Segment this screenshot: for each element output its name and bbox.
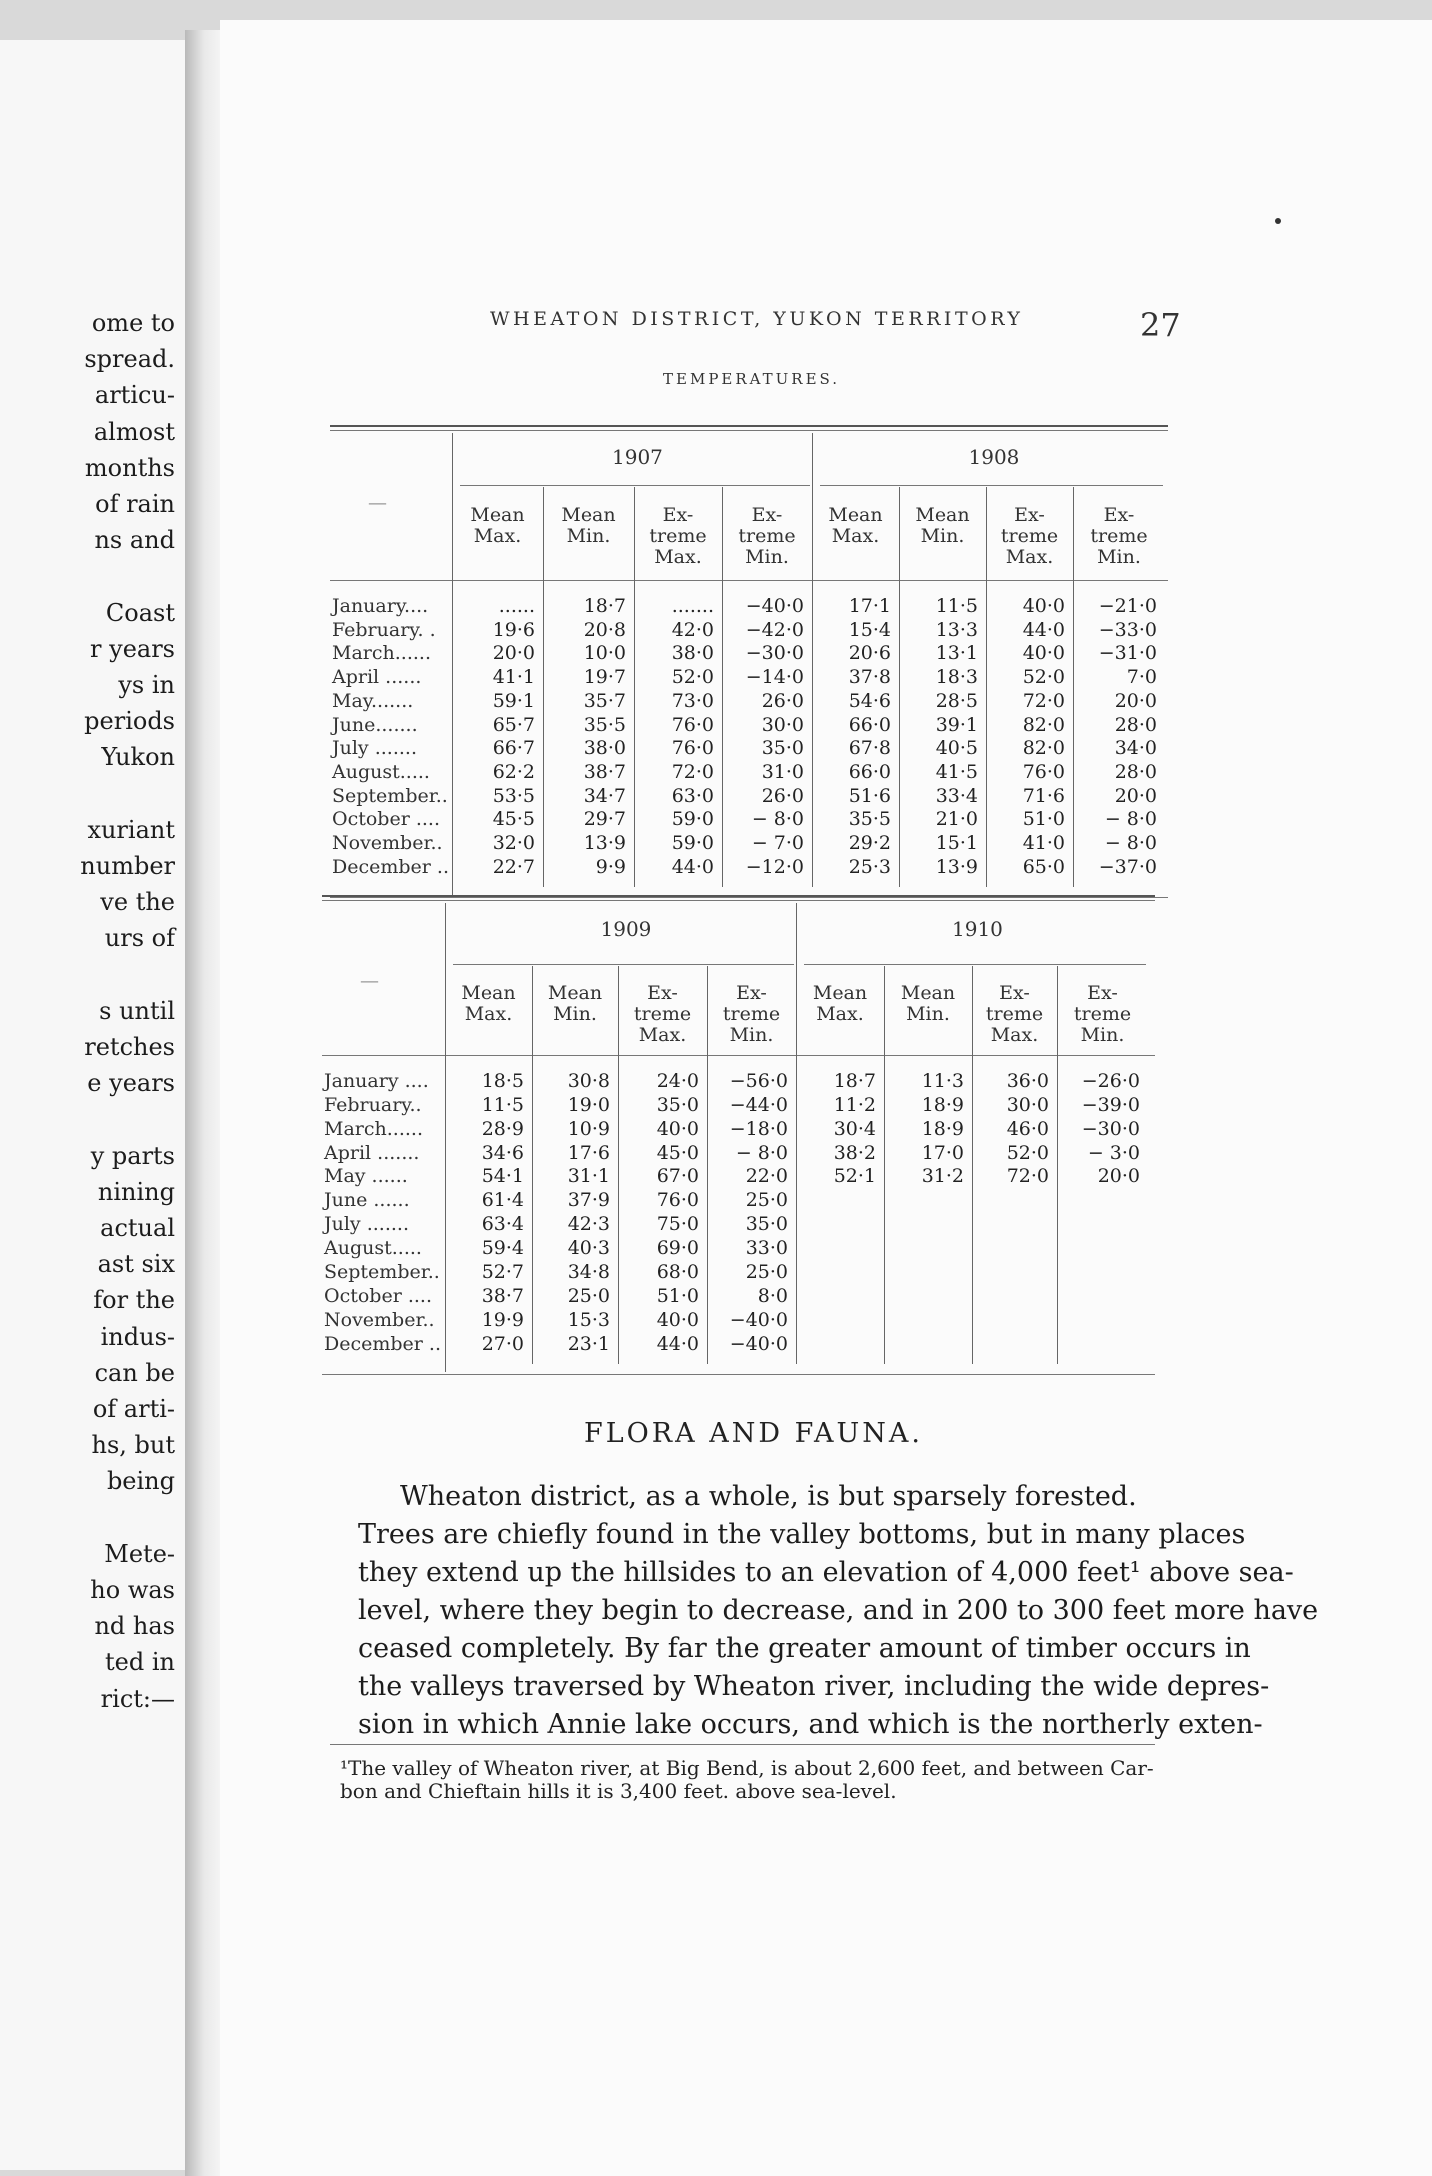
- left-page-line: for the: [93, 1286, 175, 1315]
- column-header: Mean Max.: [812, 982, 868, 1025]
- table-cell: 40·0: [656, 1117, 699, 1140]
- table-cell: 13·3: [935, 618, 978, 641]
- table-cell: 19·9: [481, 1308, 524, 1331]
- paragraph-line: Trees are chiefly found in the valley bottoms, but in many places: [358, 1519, 1246, 1550]
- table-cell: 40·3: [567, 1237, 610, 1260]
- left-page-line: retches: [84, 1033, 175, 1061]
- left-page-line: e years: [87, 1069, 175, 1098]
- table-cell: 52·1: [833, 1165, 876, 1188]
- footnote-line: ¹The valley of Wheaton river, at Big Bend, is about 2,600 feet, and between Car-: [340, 1756, 1154, 1780]
- table-cell: 38·2: [833, 1141, 876, 1164]
- left-page-line: Yukon: [101, 743, 175, 772]
- table-cell: 11·5: [935, 595, 978, 617]
- table-cell: 9·9: [595, 855, 626, 878]
- year-heading: 1910: [952, 917, 1003, 941]
- table-cell: 34·0: [1114, 737, 1157, 760]
- table-cell: 20·6: [848, 642, 891, 665]
- header-bottom-rule: [322, 1055, 1155, 1056]
- table-cell: 41·1: [492, 666, 535, 689]
- month-label: August.....: [332, 761, 430, 783]
- month-label: February..: [324, 1093, 422, 1116]
- column-divider: [445, 903, 446, 1372]
- left-page-line: Mete-: [104, 1539, 175, 1568]
- table-cell: 75·0: [656, 1213, 699, 1236]
- month-label: November..: [324, 1308, 435, 1331]
- left-page-line: Coast: [105, 598, 175, 627]
- table-cell: 26·0: [761, 784, 804, 807]
- column-header: Ex- treme Max.: [649, 504, 707, 568]
- table-cell: 8·0: [757, 1284, 788, 1307]
- table-cell: 76·0: [1022, 761, 1065, 783]
- left-page-line: of arti-: [92, 1395, 175, 1423]
- month-label: November..: [332, 832, 443, 855]
- column-divider: [722, 487, 723, 887]
- column-divider: [972, 966, 973, 1364]
- table-cell: 13·9: [935, 855, 978, 878]
- table-cell: 52·0: [1006, 1141, 1049, 1164]
- month-label: April .......: [324, 1141, 420, 1164]
- table-cell: 29·2: [848, 832, 891, 855]
- table-cell: 65·0: [1022, 855, 1065, 878]
- column-divider: [618, 966, 619, 1364]
- table-cell: 52·0: [671, 666, 714, 689]
- table-cell: 44·0: [1022, 618, 1065, 641]
- table-cell: −44·0: [729, 1093, 788, 1116]
- header-bottom-rule: [330, 580, 1168, 581]
- table-cell: 17·6: [567, 1141, 610, 1164]
- month-label: September..: [324, 1260, 440, 1283]
- table-cell: 34·8: [567, 1260, 610, 1283]
- table-cell: 82·0: [1022, 713, 1065, 736]
- year-underline: [804, 964, 1146, 965]
- table-bottom-rule: [330, 897, 1168, 898]
- paragraph-line: sion in which Annie lake occurs, and which is the northerly exten-: [358, 1709, 1263, 1740]
- table-cell: 37·9: [567, 1189, 610, 1212]
- table-cell: 19·0: [567, 1093, 610, 1116]
- table-cell: ......: [498, 595, 535, 617]
- column-header: Ex- treme Min.: [1090, 504, 1148, 568]
- column-header: Mean Max.: [828, 504, 883, 547]
- table-cell: −30·0: [745, 642, 804, 665]
- table-cell: 52·0: [1022, 666, 1065, 689]
- table-cell: 19·6: [492, 618, 535, 641]
- table-cell: 31·1: [567, 1165, 610, 1188]
- column-divider: [532, 966, 533, 1364]
- table-cell: 10·0: [583, 642, 626, 665]
- month-label: June.......: [332, 713, 418, 736]
- table-cell: 65·7: [492, 713, 535, 736]
- table-cell: 18·7: [833, 1070, 876, 1092]
- table-cell: 30·8: [567, 1070, 610, 1092]
- paragraph-line: ceased completely. By far the greater amount of timber occurs in: [358, 1633, 1251, 1664]
- month-label: June ......: [324, 1189, 410, 1212]
- table-cell: 26·0: [761, 689, 804, 712]
- table-cell: 18·7: [583, 595, 626, 617]
- column-header: Mean Min.: [561, 504, 616, 547]
- table-cell: 76·0: [671, 713, 714, 736]
- column-header: Mean Min.: [547, 982, 603, 1025]
- left-page-line: can be: [94, 1358, 175, 1387]
- left-page-line: xuriant: [87, 815, 175, 844]
- table-cell: −40·0: [729, 1308, 788, 1331]
- left-page-line: of rain: [95, 490, 175, 518]
- footnote-rule: [330, 1744, 1155, 1745]
- table-cell: 67·8: [848, 737, 891, 760]
- year-underline: [820, 485, 1163, 486]
- year-heading: 1909: [600, 917, 652, 941]
- table-cell: 69·0: [656, 1237, 699, 1260]
- table-cell: 71·6: [1022, 784, 1065, 807]
- table-cell: 27·0: [481, 1332, 524, 1355]
- table-cell: 20·0: [1114, 689, 1157, 712]
- month-label: December ..: [332, 855, 449, 878]
- left-page-line: s until: [99, 996, 175, 1025]
- left-page-fragment: [0, 40, 185, 2170]
- left-page-line: indus-: [100, 1322, 175, 1351]
- left-page-line: ve the: [100, 888, 175, 917]
- table-cell: 29·7: [583, 808, 626, 831]
- table-cell: 35·5: [848, 808, 891, 831]
- month-label: August.....: [324, 1237, 422, 1260]
- table-cell: 11·2: [833, 1093, 876, 1116]
- table-cell: − 3·0: [1087, 1141, 1140, 1164]
- table-cell: 15·4: [848, 618, 891, 641]
- footnote-line: bon and Chieftain hills it is 3,400 feet. above sea-level.: [340, 1779, 897, 1803]
- table-cell: 38·7: [583, 761, 626, 783]
- table-cell: 30·0: [1006, 1093, 1049, 1116]
- month-label: December ..: [324, 1332, 441, 1355]
- month-label: May ......: [324, 1165, 408, 1188]
- table-cell: 45·0: [656, 1141, 699, 1164]
- left-page-line: ast six: [97, 1250, 175, 1279]
- table-cell: −37·0: [1098, 855, 1157, 878]
- table-cell: 25·0: [745, 1260, 788, 1283]
- month-label: October ....: [332, 808, 440, 831]
- table-cell: 38·7: [481, 1284, 524, 1307]
- left-page-line: ys in: [118, 671, 175, 699]
- table-cell: 66·0: [848, 713, 891, 736]
- table-cell: 13·1: [935, 642, 978, 665]
- book-gutter: [185, 30, 220, 2176]
- table-cell: 45·5: [492, 808, 535, 831]
- column-divider: [884, 966, 885, 1364]
- left-page-line: ted in: [105, 1648, 175, 1677]
- column-divider: [452, 433, 453, 895]
- table-cell: −39·0: [1081, 1093, 1140, 1116]
- table-cell: 28·5: [935, 689, 978, 712]
- left-page-line: periods: [84, 707, 175, 736]
- column-header: Ex- treme Max.: [633, 982, 692, 1046]
- table-cell: − 8·0: [1104, 832, 1157, 855]
- table-cell: 34·7: [583, 784, 626, 807]
- page-number: 27: [1140, 306, 1181, 344]
- table-cell: 36·0: [1006, 1070, 1049, 1092]
- table-cell: 38·0: [671, 642, 714, 665]
- table-caption: TEMPERATURES.: [663, 370, 841, 388]
- table-top-rule: [322, 895, 1155, 897]
- left-page-line: ho was: [90, 1576, 175, 1604]
- left-page-line: nd has: [94, 1612, 175, 1641]
- table-cell: −56·0: [729, 1070, 788, 1092]
- ink-speck: [1275, 218, 1281, 224]
- table-cell: 51·0: [656, 1284, 699, 1307]
- table-cell: −30·0: [1081, 1117, 1140, 1140]
- table-cell: 46·0: [1006, 1117, 1049, 1140]
- table-cell: 59·0: [671, 808, 714, 831]
- month-label: January ....: [324, 1070, 429, 1092]
- table-cell: 35·5: [583, 713, 626, 736]
- table-cell: −14·0: [745, 666, 804, 689]
- column-header: Mean Min.: [900, 982, 956, 1025]
- table-cell: 61·4: [481, 1189, 524, 1212]
- table-cell: 28·0: [1114, 761, 1157, 783]
- table-cell: 33·0: [745, 1237, 788, 1260]
- table-cell: 19·7: [583, 666, 626, 689]
- table-cell: 24·0: [656, 1070, 699, 1092]
- left-page-line: hs, but: [91, 1431, 175, 1460]
- column-divider: [1057, 966, 1058, 1364]
- table-cell: 32·0: [492, 832, 535, 855]
- table-top-rule: [330, 425, 1168, 427]
- table-cell: 35·7: [583, 689, 626, 712]
- column-divider: [634, 487, 635, 887]
- table-cell: 15·1: [935, 832, 978, 855]
- table-cell: 25·0: [745, 1189, 788, 1212]
- table-cell: 18·5: [481, 1070, 524, 1092]
- month-label: March......: [332, 642, 431, 665]
- year-underline: [453, 964, 794, 965]
- table-cell: 38·0: [583, 737, 626, 760]
- left-page-line: r years: [90, 634, 175, 663]
- table-cell: −31·0: [1098, 642, 1157, 665]
- table-cell: 28·0: [1114, 713, 1157, 736]
- column-divider: [543, 487, 544, 887]
- table-cell: 72·0: [1022, 689, 1065, 712]
- table-cell: 31·2: [921, 1165, 964, 1188]
- left-page-line: being: [106, 1467, 175, 1496]
- table-cell: 62·2: [492, 761, 535, 783]
- table-cell: 76·0: [656, 1189, 699, 1212]
- table-cell: 51·6: [848, 784, 891, 807]
- year-underline: [460, 485, 810, 486]
- table-cell: −40·0: [745, 595, 804, 617]
- table-cell: 30·4: [833, 1117, 876, 1140]
- left-page-line: number: [80, 852, 175, 880]
- table-cell: 39·1: [935, 713, 978, 736]
- paragraph-line: level, where they begin to decrease, and in 200 to 300 feet more have: [358, 1595, 1319, 1626]
- left-page-line: rict:—: [100, 1684, 175, 1713]
- left-page-line: nining: [97, 1177, 175, 1206]
- table-cell: 82·0: [1022, 737, 1065, 760]
- table-cell: 37·8: [848, 666, 891, 689]
- table-cell: −33·0: [1098, 618, 1157, 641]
- table-cell: 44·0: [671, 855, 714, 878]
- table-cell: 11·3: [921, 1070, 964, 1092]
- table-cell: −42·0: [745, 618, 804, 641]
- column-header: Ex- treme Min.: [722, 982, 781, 1046]
- column-divider: [986, 487, 987, 887]
- paragraph-line: the valleys traversed by Wheaton river, including the wide depres-: [358, 1671, 1270, 1702]
- table-cell: 20·8: [583, 618, 626, 641]
- table-cell: 67·0: [656, 1165, 699, 1188]
- table-cell: 52·7: [481, 1260, 524, 1283]
- table-cell: − 8·0: [1104, 808, 1157, 831]
- table-cell: −21·0: [1098, 595, 1157, 617]
- table-cell: 23·1: [567, 1332, 610, 1355]
- table-cell: 22·0: [745, 1165, 788, 1188]
- table-cell: 22·7: [492, 855, 535, 878]
- column-divider: [1073, 487, 1074, 887]
- table-cell: 66·7: [492, 737, 535, 760]
- table-cell: 66·0: [848, 761, 891, 783]
- table-cell: 40·0: [656, 1308, 699, 1331]
- column-header: Ex- treme Max.: [1000, 504, 1059, 568]
- table-cell: 28·9: [481, 1117, 524, 1140]
- table-cell: 54·1: [481, 1165, 524, 1188]
- table-cell: .......: [671, 595, 714, 617]
- section-heading: FLORA AND FAUNA.: [584, 1418, 923, 1449]
- column-header: Ex- treme Max.: [985, 982, 1044, 1046]
- table-cell: 40·0: [1022, 595, 1065, 617]
- table-cell: 35·0: [656, 1093, 699, 1116]
- table-cell: 25·0: [567, 1284, 610, 1307]
- table-cell: 7·0: [1126, 666, 1157, 689]
- left-page-line: spread.: [84, 345, 175, 374]
- month-label: July .......: [332, 737, 417, 760]
- month-label: October ....: [324, 1284, 432, 1307]
- table-cell: 54·6: [848, 689, 891, 712]
- table-cell: 42·0: [671, 618, 714, 641]
- table-cell: −18·0: [729, 1117, 788, 1140]
- stub-dash: —: [360, 970, 379, 992]
- table-cell: −26·0: [1081, 1070, 1140, 1092]
- column-header: Ex- treme Min.: [738, 504, 796, 568]
- table-cell: 35·0: [761, 737, 804, 760]
- table-cell: 40·0: [1022, 642, 1065, 665]
- table-cell: 17·0: [921, 1141, 964, 1164]
- column-divider: [899, 487, 900, 887]
- table-cell: − 8·0: [735, 1141, 788, 1164]
- table-cell: 44·0: [656, 1332, 699, 1355]
- month-label: May.......: [332, 689, 414, 712]
- table-cell: 15·3: [567, 1308, 610, 1331]
- table-cell: −12·0: [745, 855, 804, 878]
- column-divider: [796, 903, 797, 1364]
- table-cell: 59·1: [492, 689, 535, 712]
- month-label: March......: [324, 1117, 423, 1140]
- table-cell: 20·0: [1114, 784, 1157, 807]
- table-cell: 18·9: [921, 1117, 964, 1140]
- table-cell: 68·0: [656, 1260, 699, 1283]
- left-page-line: urs of: [104, 924, 175, 953]
- table-cell: 76·0: [671, 737, 714, 760]
- month-label: September..: [332, 784, 448, 807]
- table-cell: 72·0: [671, 761, 714, 783]
- table-cell: 31·0: [761, 761, 804, 783]
- table-cell: 18·3: [935, 666, 978, 689]
- table-cell: 73·0: [671, 689, 714, 712]
- table-cell: 41·0: [1022, 832, 1065, 855]
- table-cell: 17·1: [848, 595, 891, 617]
- table-cell: 18·9: [921, 1093, 964, 1116]
- table-cell: − 7·0: [751, 832, 804, 855]
- left-page-line: almost: [93, 417, 175, 446]
- left-page-line: ns and: [94, 526, 175, 555]
- column-header: Ex- treme Min.: [1073, 982, 1132, 1046]
- left-page-line: ome to: [91, 309, 175, 337]
- month-label: July .......: [324, 1213, 409, 1236]
- month-label: January....: [332, 595, 429, 617]
- table-cell: 41·5: [935, 761, 978, 783]
- table-cell: 72·0: [1006, 1165, 1049, 1188]
- left-page-line: articu-: [94, 381, 175, 410]
- year-heading: 1908: [968, 445, 1020, 469]
- table-cell: 34·6: [481, 1141, 524, 1164]
- month-label: April ......: [332, 666, 422, 689]
- year-heading: 1907: [612, 445, 663, 469]
- stub-dash: —: [368, 492, 387, 514]
- column-header: Mean Max.: [470, 504, 525, 547]
- table-cell: 51·0: [1022, 808, 1065, 831]
- left-page-line: actual: [100, 1214, 175, 1242]
- table-cell: −40·0: [729, 1332, 788, 1355]
- table-cell: 35·0: [745, 1213, 788, 1236]
- table-cell: 63·0: [671, 784, 714, 807]
- table-cell: 40·5: [935, 737, 978, 760]
- column-header: Mean Min.: [915, 504, 970, 547]
- table-cell: 10·9: [567, 1117, 610, 1140]
- paragraph-line: Wheaton district, as a whole, is but sparsely forested.: [400, 1481, 1137, 1512]
- table-cell: 25·3: [848, 855, 891, 878]
- table-top-rule-thin: [330, 430, 1168, 431]
- table-cell: 59·0: [671, 832, 714, 855]
- column-divider: [707, 966, 708, 1364]
- running-title: WHEATON DISTRICT, YUKON TERRITORY: [490, 308, 1024, 330]
- column-header: Mean Max.: [461, 982, 516, 1025]
- paragraph-line: they extend up the hillsides to an elevation of 4,000 feet¹ above sea-: [358, 1557, 1294, 1588]
- table-cell: 11·5: [481, 1093, 524, 1116]
- table-cell: 20·0: [492, 642, 535, 665]
- left-page-line: y parts: [90, 1141, 175, 1170]
- table-cell: − 8·0: [751, 808, 804, 831]
- table-cell: 42·3: [567, 1213, 610, 1236]
- left-page-line: months: [84, 453, 175, 482]
- table-cell: 21·0: [935, 808, 978, 831]
- column-divider: [812, 433, 813, 887]
- table-cell: 33·4: [935, 784, 978, 807]
- table-top-rule-thin: [322, 900, 1155, 901]
- table-bottom-rule: [322, 1374, 1155, 1375]
- table-cell: 20·0: [1097, 1165, 1140, 1188]
- table-cell: 59·4: [481, 1237, 524, 1260]
- table-cell: 53·5: [492, 784, 535, 807]
- table-cell: 63·4: [481, 1213, 524, 1236]
- table-cell: 30·0: [761, 713, 804, 736]
- table-cell: 13·9: [583, 832, 626, 855]
- month-label: February. .: [332, 618, 436, 641]
